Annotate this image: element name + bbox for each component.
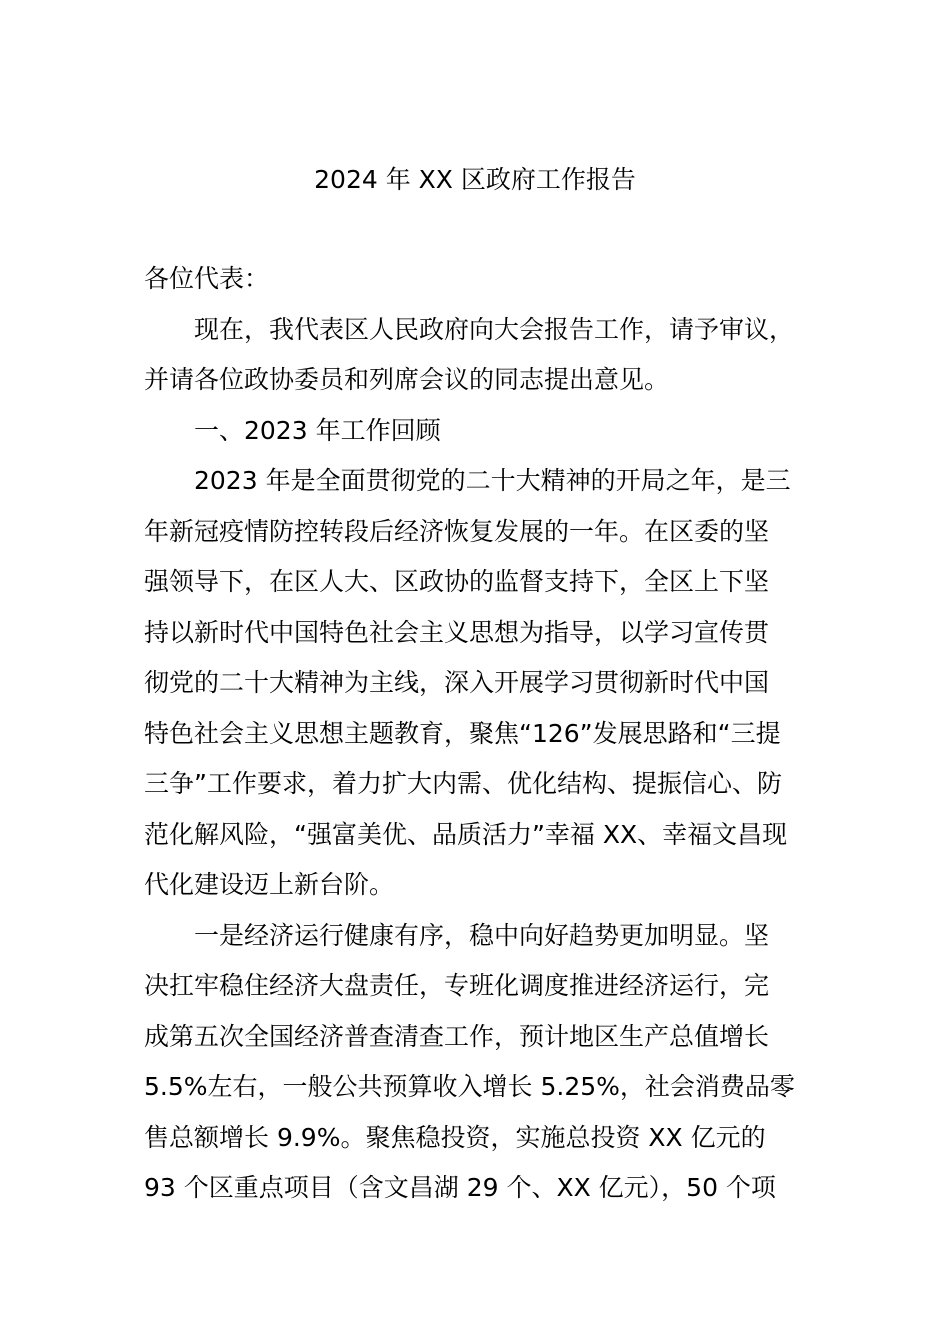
document-body: [144, 254, 834, 1214]
text-line: 并请各位政协委员和列席会议的同志提出意见。: [144, 365, 670, 394]
text-line: 决扛牢稳住经济大盘责任，专班化调度推进经济运行，完: [144, 971, 770, 1000]
text-line: 年新冠疫情防控转段后经济恢复发展的一年。在区委的坚: [144, 516, 770, 546]
paragraph-economy: [144, 911, 834, 1214]
text-line: 彻党的二十大精神为主线，深入开展学习贯彻新时代中国: [144, 668, 770, 697]
text-line: 强领导下，在区人大、区政协的监督支持下，全区上下坚: [144, 567, 770, 596]
paragraph-review: [144, 456, 834, 911]
section-heading: [144, 406, 834, 457]
text-line: 5.5%左右，一般公共预算收入增长 5.25%，社会消费品零: [144, 1072, 795, 1101]
text-line: 一、2023 年工作回顾: [194, 415, 441, 445]
text-line: 2023 年是全面贯彻党的二十大精神的开局之年，是三: [194, 466, 791, 495]
text-line: 现在，我代表区人民政府向大会报告工作，请予审议，: [194, 314, 795, 344]
text-line: 代化建设迈上新台阶。: [144, 870, 395, 899]
text-line: 成第五次全国经济普查清查工作，预计地区生产总值增长: [144, 1021, 770, 1051]
text-line: 持以新时代中国特色社会主义思想为指导，以学习宣传贯: [144, 617, 770, 647]
text-line: 93 个区重点项目（含文昌湖 29 个、XX 亿元），50 个项: [144, 1173, 776, 1202]
paragraph-intro: [144, 305, 834, 406]
text-line: 一是经济运行健康有序，稳中向好趋势更加明显。坚: [194, 920, 770, 950]
text-line: 售总额增长 9.9%。聚焦稳投资，实施总投资 XX 亿元的: [144, 1122, 766, 1152]
salutation: 各位代表：: [144, 264, 270, 293]
document-title: 2024 年 XX 区政府工作报告: [314, 165, 636, 194]
text-line: 特色社会主义思想主题教育，聚焦“126”发展思路和“三提: [144, 718, 781, 748]
text-line: 三争”工作要求，着力扩大内需、优化结构、提振信心、防: [144, 769, 782, 798]
text-line: 范化解风险，“强富美优、品质活力”幸福 XX、幸福文昌现: [144, 819, 788, 849]
